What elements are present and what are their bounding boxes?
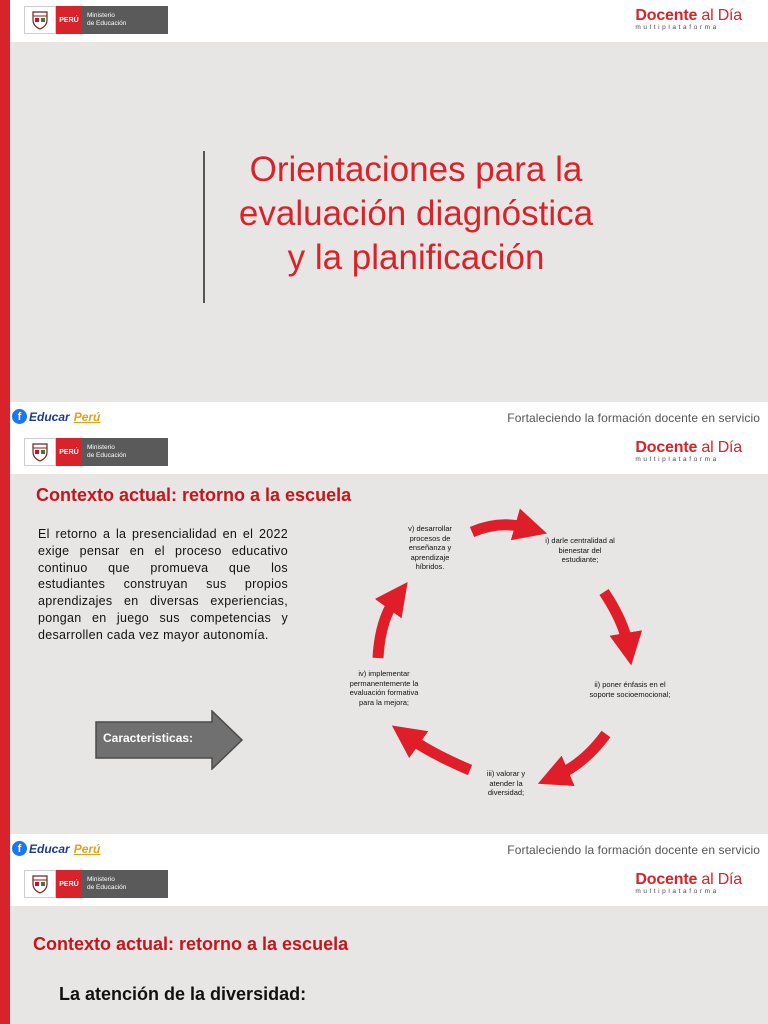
red-side-bar bbox=[0, 864, 10, 1024]
cycle-arrow-ii-to-iii bbox=[556, 734, 606, 776]
educar-label: Educar bbox=[29, 841, 70, 856]
facebook-icon: f bbox=[12, 841, 27, 856]
docente-rest: al Día bbox=[697, 871, 742, 888]
title-line-1: Orientaciones para la bbox=[249, 150, 583, 189]
ministry-label bbox=[82, 6, 168, 34]
cycle-node-iv: iv) implementar permanentemente la evaluación formativa para la mejora; bbox=[349, 669, 419, 707]
docente-sub: multiplataforma bbox=[635, 456, 719, 463]
cycle-diagram bbox=[0, 432, 768, 864]
cycle-arrow-iv-to-v bbox=[378, 598, 396, 658]
docente-sub: multiplataforma bbox=[635, 24, 719, 31]
minedu-logo bbox=[24, 870, 168, 898]
coat-of-arms-icon bbox=[24, 6, 56, 34]
cycle-node-ii: ii) poner énfasis en el soporte socioemocional; bbox=[589, 680, 671, 699]
cycle-node-v: v) desarrollar procesos de enseñanza y aprendizaje híbridos. bbox=[408, 524, 452, 571]
facebook-icon: f bbox=[12, 409, 27, 424]
ministry-line-2: de Educación bbox=[87, 19, 127, 27]
ministry-label bbox=[82, 870, 168, 898]
red-side-bar bbox=[0, 0, 10, 432]
slide-header bbox=[10, 0, 768, 42]
ministry-line-2: de Educación bbox=[87, 883, 127, 891]
docente-al-dia-logo bbox=[635, 871, 742, 896]
slide-1 bbox=[0, 0, 768, 432]
footer-tagline: Fortaleciendo la formación docente en servicio bbox=[507, 411, 760, 425]
characteristics-label: Caracteristicas: bbox=[103, 731, 194, 745]
slide-2-body-text: El retorno a la presencialidad en el 2022 exige pensar en el proceso educativo continuo que promueva que los estudiantes construyan sus propios aprendizajes en diversas experiencias, pongan en juego sus competencias y desarrollen cada vez mayor autonomía. bbox=[38, 527, 288, 642]
slide-3-subtitle: La atención de la diversidad: bbox=[59, 984, 307, 1004]
minedu-logo bbox=[24, 6, 168, 34]
ministry-line-1: Ministerio bbox=[87, 444, 115, 451]
footer-tagline: Fortaleciendo la formación docente en servicio bbox=[507, 843, 760, 857]
title-divider-line bbox=[203, 151, 205, 303]
docente-al-dia-logo bbox=[635, 7, 742, 32]
cycle-node-iii: iii) valorar y atender la diversidad; bbox=[486, 769, 526, 797]
ministry-line-1: Ministerio bbox=[87, 12, 115, 19]
slide-footer bbox=[10, 834, 768, 864]
docente-strong: Docente bbox=[635, 439, 698, 456]
cycle-arrow-v-to-i bbox=[472, 525, 528, 532]
ministry-line-1: Ministerio bbox=[87, 876, 115, 883]
slide-footer bbox=[10, 402, 768, 432]
peru-link-label: Perú bbox=[73, 841, 101, 856]
docente-rest: al Día bbox=[697, 7, 742, 24]
slide-3 bbox=[0, 864, 768, 1024]
educar-peru-logo bbox=[12, 841, 100, 856]
docente-strong: Docente bbox=[635, 871, 698, 888]
docente-rest: al Día bbox=[697, 439, 742, 456]
peru-label: PERÚ bbox=[56, 870, 82, 898]
cycle-node-i: i) darle centralidad al bienestar del estudiante; bbox=[545, 536, 615, 564]
docente-strong: Docente bbox=[635, 7, 698, 24]
title-line-3: y la planificación bbox=[287, 238, 545, 277]
peru-link-label: Perú bbox=[73, 409, 101, 424]
cycle-arrow-i-to-ii bbox=[604, 592, 628, 646]
slide-2-title: Contexto actual: retorno a la escuela bbox=[36, 485, 352, 505]
peru-label: PERÚ bbox=[56, 6, 82, 34]
educar-label: Educar bbox=[29, 409, 70, 424]
educar-peru-logo bbox=[12, 409, 100, 424]
peru-label: PERÚ bbox=[56, 438, 82, 466]
cycle-arrow-iii-to-iv bbox=[408, 737, 470, 770]
docente-sub: multiplataforma bbox=[635, 888, 719, 895]
slide-1-title bbox=[206, 148, 626, 280]
ministry-line-2: de Educación bbox=[87, 451, 127, 459]
coat-of-arms-icon bbox=[24, 870, 56, 898]
slide-header bbox=[10, 864, 768, 906]
slide-2 bbox=[0, 432, 768, 864]
slide-3-title: Contexto actual: retorno a la escuela bbox=[33, 934, 349, 954]
title-line-2: evaluación diagnóstica bbox=[238, 194, 594, 233]
